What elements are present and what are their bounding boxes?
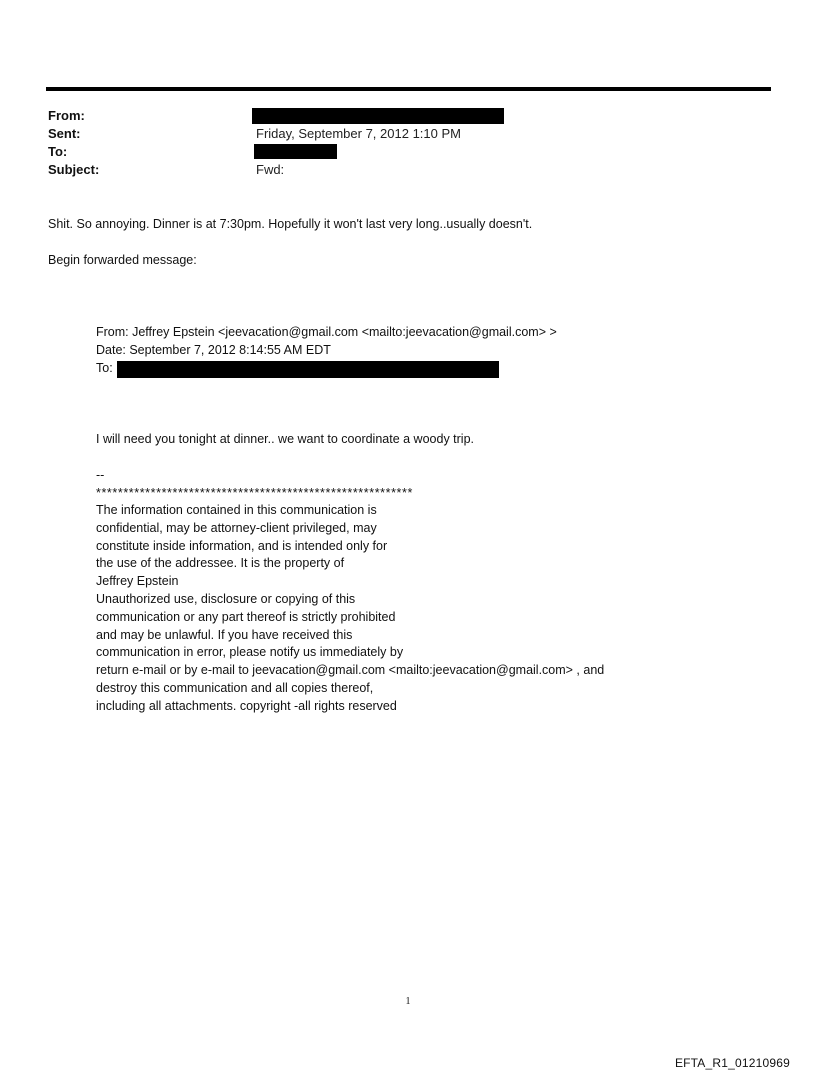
signature-stars: **********************************************************: [96, 486, 413, 500]
disclaimer-line: including all attachments. copyright -all rights reserved: [96, 698, 397, 713]
disclaimer-line: destroy this communication and all copies thereof,: [96, 680, 374, 695]
subject-value: Fwd:: [256, 162, 285, 177]
bates-number: EFTA_R1_01210969: [674, 1056, 790, 1070]
redacted-to-address: [254, 144, 337, 159]
disclaimer-line: communication in error, please notify us immediately by: [96, 645, 404, 660]
sent-value: Friday, September 7, 2012 1:10 PM: [256, 126, 461, 141]
disclaimer-line: and may be unlawful. If you have received this: [96, 627, 353, 642]
to-label: To:: [48, 144, 68, 159]
subject-label: Subject:: [48, 162, 100, 177]
header-divider: [46, 87, 771, 91]
signature-dashes: --: [96, 468, 105, 482]
from-label: From:: [48, 108, 85, 123]
disclaimer-line: Unauthorized use, disclosure or copying of this: [96, 591, 356, 606]
forwarded-from-line: From: Jeffrey Epstein <jeevacation@gmail.com <mailto:jeevacation@gmail.com> >: [96, 325, 557, 339]
disclaimer-line: return e-mail or by e-mail to jeevacation@gmail.com <mailto:jeevacation@gmail.com> , and: [96, 663, 605, 678]
page-number: 1: [405, 996, 411, 1007]
confidentiality-disclaimer: [96, 502, 604, 716]
redacted-from-address: [252, 108, 504, 124]
disclaimer-line: constitute inside information, and is intended only for: [96, 538, 388, 553]
disclaimer-line: the use of the addressee. It is the property of: [96, 556, 345, 571]
forwarded-to-label: To:: [96, 361, 113, 375]
disclaimer-line: communication or any part thereof is strictly prohibited: [96, 609, 396, 624]
redacted-forwarded-to: [117, 361, 499, 378]
message-body: Shit. So annoying. Dinner is at 7:30pm. Hopefully it won't last very long..usually doesn't.: [48, 217, 533, 231]
disclaimer-line: Jeffrey Epstein: [96, 574, 179, 589]
sent-label: Sent:: [48, 126, 81, 141]
disclaimer-line: The information contained in this communication is: [96, 503, 377, 517]
forward-intro: Begin forwarded message:: [48, 253, 197, 267]
forwarded-message: I will need you tonight at dinner.. we want to coordinate a woody trip.: [96, 432, 475, 446]
forwarded-date-line: Date: September 7, 2012 8:14:55 AM EDT: [96, 343, 331, 357]
disclaimer-line: confidential, may be attorney-client privileged, may: [96, 520, 377, 535]
